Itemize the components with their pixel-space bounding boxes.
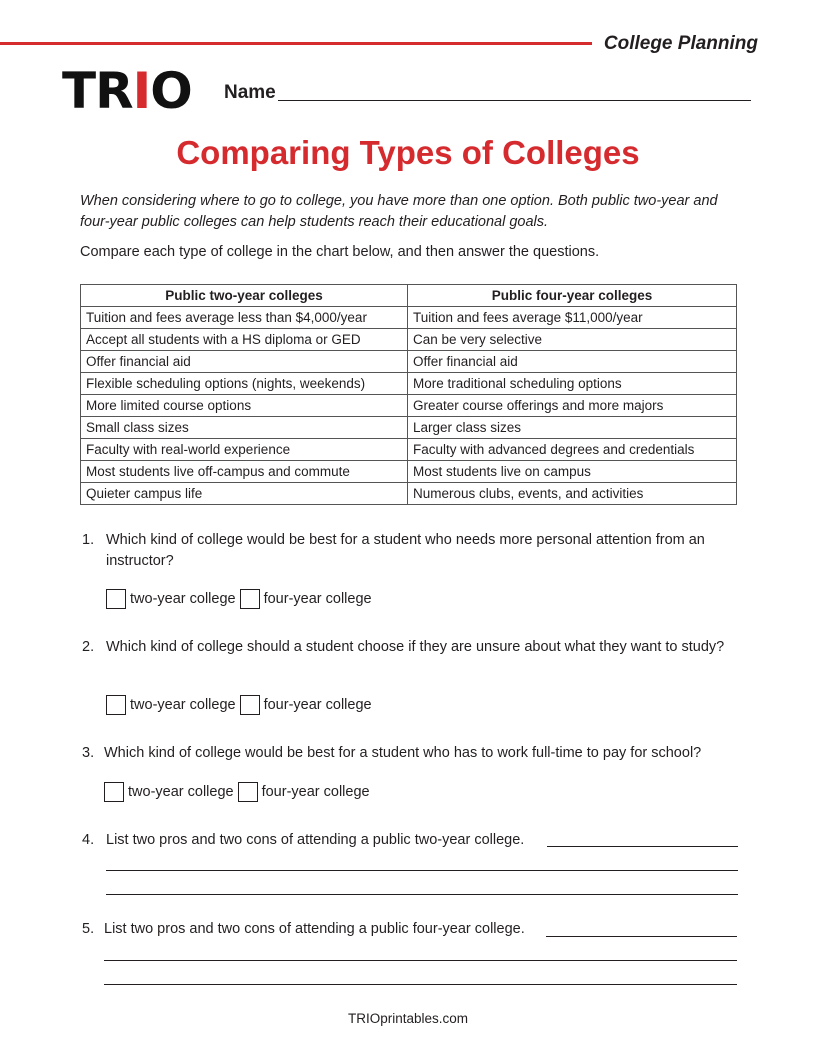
intro-text: When considering where to go to college, you have more than one option. Both public two-year and four-year public colleges can help students reach their educational goals. [80,193,718,230]
four-year-checkbox[interactable] [240,589,260,609]
table-row [81,461,737,483]
comparison-table [80,284,737,505]
table-cell: Numerous clubs, events, and activities [408,483,737,505]
question-1-options [106,589,376,609]
category-label: College Planning [603,33,758,54]
question-text: List two pros and two cons of attending a public four-year college. [104,921,525,937]
table-row [81,373,737,395]
logo-text-i: I [132,62,151,120]
question-number: 2. [82,639,95,655]
question-text: Which kind of college would be best for a student who needs more personal attention from an instructor? [106,532,705,569]
table-cell: Tuition and fees average less than $4,000/year [81,307,408,329]
two-year-label: two-year college [130,697,236,713]
column-header: Public four-year colleges [408,285,737,307]
table-cell: Greater course offerings and more majors [408,395,737,417]
four-year-checkbox[interactable] [238,782,258,802]
two-year-label: two-year college [128,784,234,800]
table-cell: Offer financial aid [408,351,737,373]
answer-line[interactable] [546,936,737,937]
four-year-checkbox[interactable] [240,695,260,715]
header-rule [0,42,592,45]
table-cell: Can be very selective [408,329,737,351]
table-row [81,483,737,505]
table-cell: Tuition and fees average $11,000/year [408,307,737,329]
table-row [81,417,737,439]
table-cell: Faculty with advanced degrees and credentials [408,439,737,461]
table-cell: Accept all students with a HS diploma or GED [81,329,408,351]
question-3-options [104,782,374,802]
table-row [81,307,737,329]
column-header: Public two-year colleges [81,285,408,307]
instruction-text: Compare each type of college in the chart below, and then answer the questions. [80,244,600,260]
trio-logo [62,62,192,120]
page-title: Comparing Types of Colleges [176,134,640,171]
table-cell: Most students live off-campus and commute [81,461,408,483]
answer-line[interactable] [547,846,738,847]
question-text: List two pros and two cons of attending a public two-year college. [106,832,525,848]
table-cell: More limited course options [81,395,408,417]
table-row [81,351,737,373]
answer-line[interactable] [106,870,738,871]
table-cell: Flexible scheduling options (nights, weekends) [81,373,408,395]
question-2-options [106,695,376,715]
four-year-label: four-year college [263,697,372,713]
table-cell: Offer financial aid [81,351,408,373]
question-number: 4. [82,832,95,848]
table-row [81,329,737,351]
question-number: 5. [82,921,95,937]
answer-line[interactable] [104,960,737,961]
logo-text-tr: TR [62,62,133,120]
answer-line[interactable] [104,984,737,985]
question-number: 3. [82,745,95,761]
two-year-checkbox[interactable] [106,695,126,715]
question-text: Which kind of college would be best for a student who has to work full-time to pay for school? [104,745,702,761]
table-cell: Small class sizes [81,417,408,439]
table-row [81,439,737,461]
table-cell: Faculty with real-world experience [81,439,408,461]
table-header-row [81,285,737,307]
table-cell: Most students live on campus [408,461,737,483]
answer-line[interactable] [106,894,738,895]
table-row [81,395,737,417]
question-number: 1. [82,532,95,548]
logo-text-o: O [150,62,192,120]
four-year-label: four-year college [261,784,370,800]
two-year-label: two-year college [130,591,236,607]
table-cell: Quieter campus life [81,483,408,505]
two-year-checkbox[interactable] [106,589,126,609]
two-year-checkbox[interactable] [104,782,124,802]
name-label: Name [224,82,276,103]
table-cell: Larger class sizes [408,417,737,439]
table-cell: More traditional scheduling options [408,373,737,395]
footer-url: TRIOprintables.com [347,1011,469,1026]
four-year-label: four-year college [263,591,372,607]
question-text: Which kind of college should a student choose if they are unsure about what they want to study? [106,639,725,655]
name-input-line[interactable] [278,100,751,101]
